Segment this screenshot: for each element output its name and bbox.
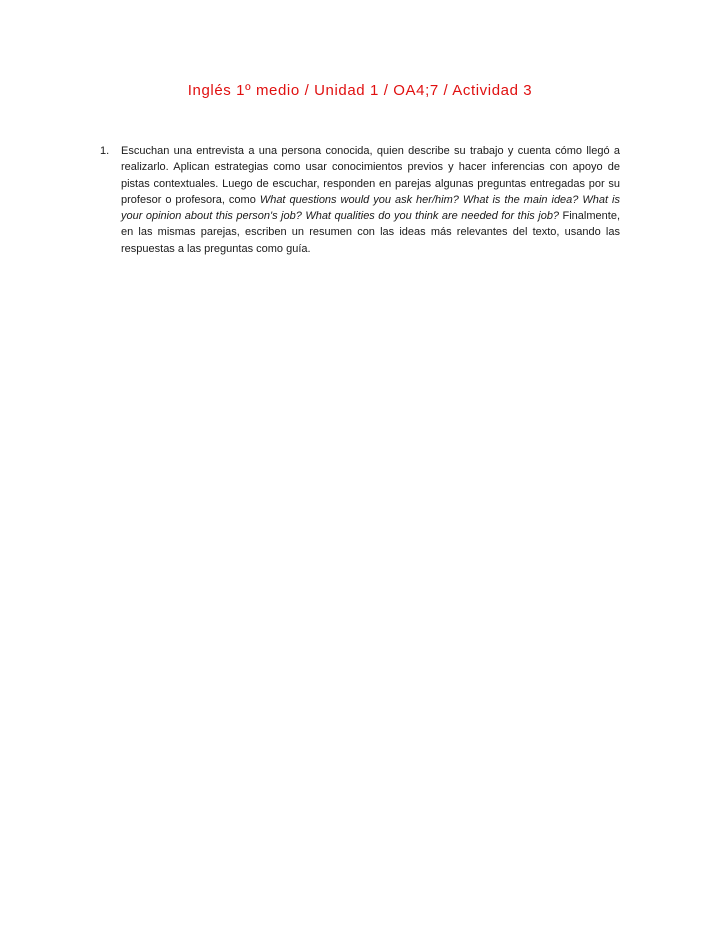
activity-list <box>100 143 620 257</box>
item-questions: What questions would you ask her/him? What is the main idea? What is your opinion about this person's job? What qualities do you think are needed for this job? <box>121 193 620 223</box>
list-item <box>100 143 620 257</box>
page-title: Inglés 1º medio / Unidad 1 / OA4;7 / Actividad 3 <box>187 82 533 99</box>
item-text <box>121 143 620 257</box>
item-text-conclusion: Finalmente, en las mismas parejas, escriben un resumen con las ideas más relevantes del texto, usando las respuestas a las preguntas como guía. <box>121 210 620 255</box>
item-number: 1. <box>100 145 110 157</box>
item-text-intro: Escuchan una entrevista a una persona conocida, quien describe su trabajo y cuenta cómo llegó a realizarlo. Aplican estrategias como usar conocimientos previos y hacer inferencias con apoyo de pistas contextuales. Luego de escuchar, responden en parejas algunas preguntas entregadas por su profesor o profesora, como <box>121 145 620 206</box>
